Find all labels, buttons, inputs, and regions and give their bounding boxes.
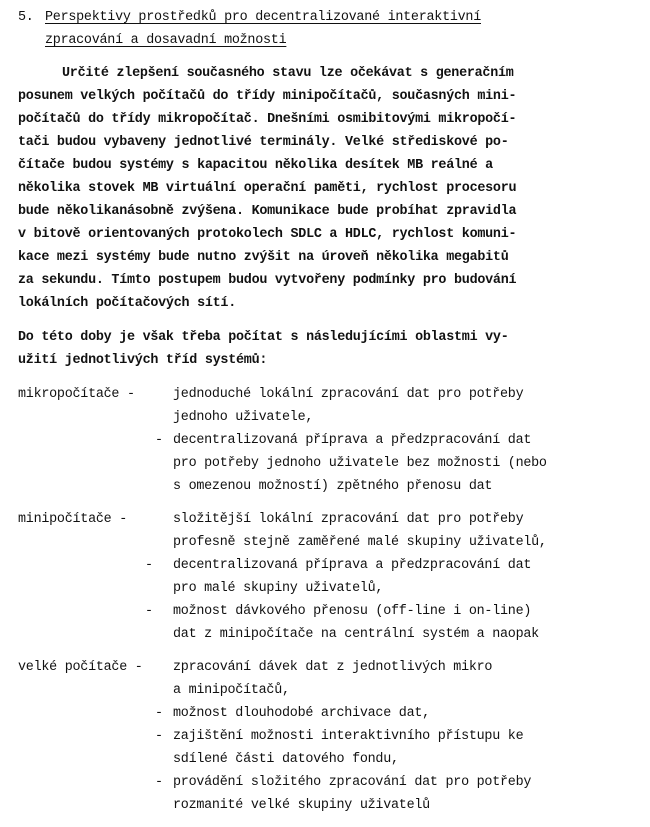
section-heading-line-2: zpracování a dosavadní možnosti [45, 33, 287, 48]
list-label-large: velké počítače - [18, 660, 143, 675]
list-dash: - [155, 706, 163, 721]
list-item-line: sdílené části datového fondu, [173, 752, 399, 767]
paragraph-2-line: Do této doby je však třeba počítat s následujícími oblastmi vy- [18, 330, 509, 345]
list-label-mini: minipočítače - [18, 512, 127, 527]
paragraph-2-line: užití jednotlivých tříd systémů: [18, 353, 268, 368]
list-item-line: profesně stejně zaměřené malé skupiny uživatelů, [173, 535, 547, 550]
paragraph-1-line: posunem velkých počítačů do třídy minipočítačů, současných mini- [18, 89, 517, 104]
list-item-line: rozmanité velké skupiny uživatelů [173, 798, 430, 813]
list-item-line: pro potřeby jednoho uživatele bez možnosti (nebo [173, 456, 547, 471]
section-heading-line-1: Perspektivy prostředků pro decentralizované interaktivní [45, 10, 481, 25]
list-item-line: decentralizovaná příprava a předzpracování dat [173, 558, 532, 573]
paragraph-1-line: počítačů do třídy mikropočítač. Dnešními osmibitovými mikropočí- [18, 112, 517, 127]
list-dash: - [145, 604, 153, 619]
list-item-line: zpracování dávek dat z jednotlivých mikro [173, 660, 493, 675]
list-item-line: možnost dlouhodobé archivace dat, [173, 706, 430, 721]
list-item-line: zajištění možnosti interaktivního přístupu ke [173, 729, 524, 744]
list-label-micro: mikropočítače - [18, 387, 135, 402]
paragraph-1-line: čítače budou systémy s kapacitou několika desítek MB reálné a [18, 158, 493, 173]
list-item-line: s omezenou možností) zpětného přenosu dat [173, 479, 493, 494]
paragraph-1-line: kace mezi systémy bude nutno zvýšit na úroveň několika megabitů [18, 250, 509, 265]
list-item-line: a minipočítačů, [173, 683, 290, 698]
paragraph-1-line: několika stovek MB virtuální operační paměti, rychlost procesoru [18, 181, 517, 196]
list-item-line: dat z minipočítače na centrální systém a naopak [173, 627, 539, 642]
list-item-line: možnost dávkového přenosu (off-line i on-line) [173, 604, 532, 619]
paragraph-1-line: Určité zlepšení současného stavu lze očekávat s generačním [62, 66, 514, 81]
list-dash: - [145, 558, 153, 573]
section-number: 5. [18, 10, 34, 25]
list-item-line: pro malé skupiny uživatelů, [173, 581, 384, 596]
list-dash: - [155, 729, 163, 744]
list-item-line: složitější lokální zpracování dat pro potřeby [173, 512, 524, 527]
list-item-line: provádění složitého zpracování dat pro potřeby [173, 775, 532, 790]
list-item-line: decentralizovaná příprava a předzpracování dat [173, 433, 532, 448]
list-dash: - [155, 775, 163, 790]
paragraph-1-line: tači budou vybaveny jednotlivé terminály. Velké střediskové po- [18, 135, 509, 150]
list-item-line: jednoho uživatele, [173, 410, 314, 425]
paragraph-1-line: za sekundu. Tímto postupem budou vytvořeny podmínky pro budování [18, 273, 517, 288]
paragraph-1-line: lokálních počítačových sítí. [18, 296, 236, 311]
list-item-line: jednoduché lokální zpracování dat pro potřeby [173, 387, 524, 402]
paragraph-1-line: bude několikanásobně zvýšena. Komunikace bude probíhat zpravidla [18, 204, 517, 219]
list-dash: - [155, 433, 163, 448]
paragraph-1-line: v bitově orientovaných protokolech SDLC a HDLC, rychlost komuni- [18, 227, 517, 242]
